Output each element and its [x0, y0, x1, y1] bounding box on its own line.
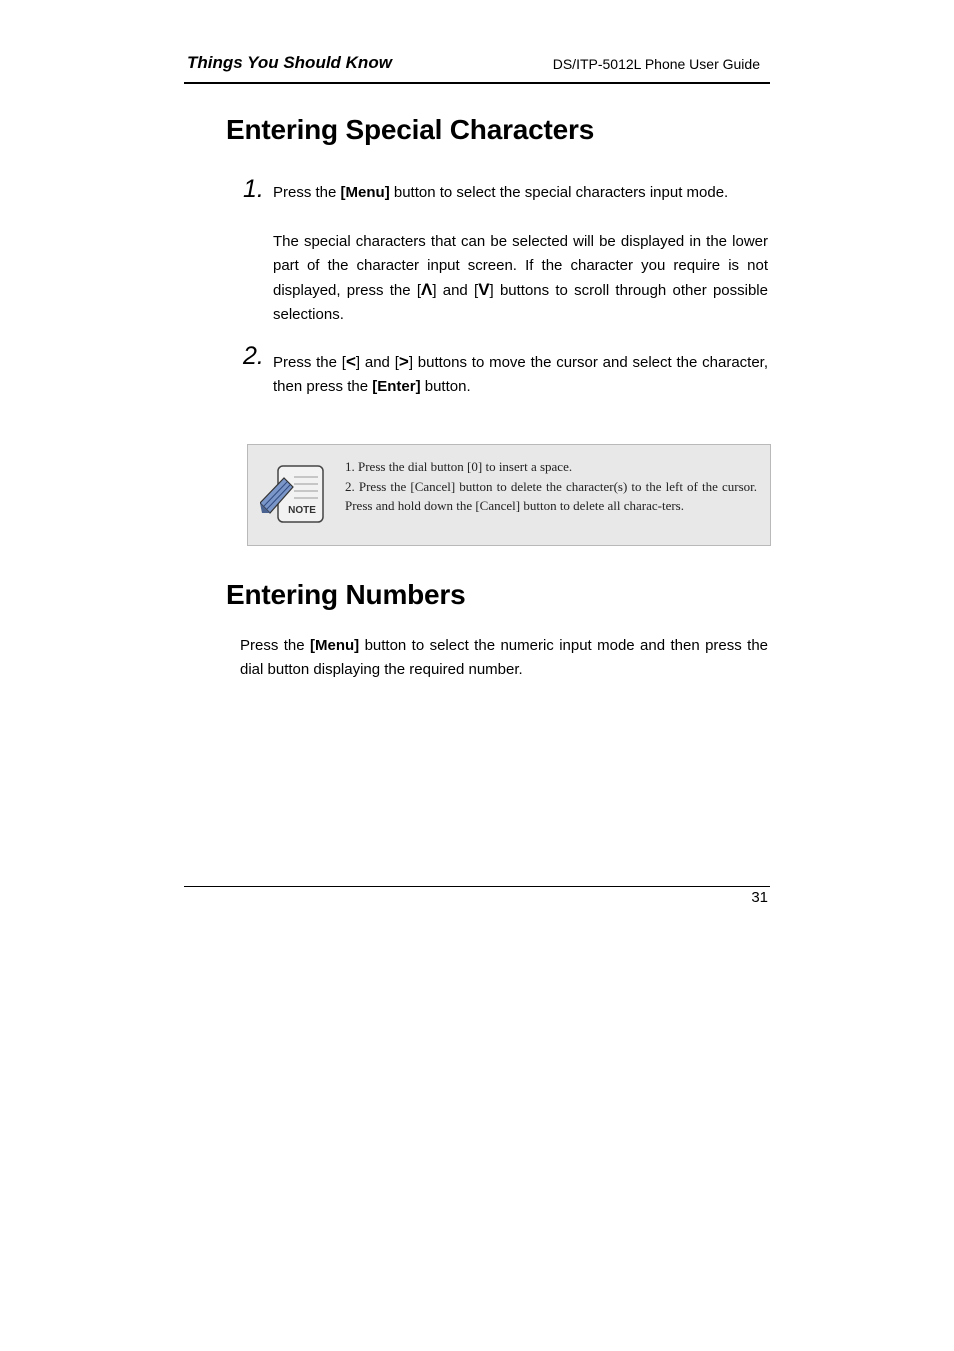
step1-detail-paragraph: The special characters that can be selected will be displayed in the lower part of the character input screen. If the character you require is not displayed, press the [Λ] and [V] buttons to scroll through other possible selections.	[273, 233, 768, 323]
heading-special-characters: Entering Special Characters	[226, 114, 595, 145]
left-arrow-glyph: <	[345, 352, 356, 371]
step2-paragraph: Press the [<] and [>] buttons to move the cursor and select the character, then press the [Enter] button.	[273, 352, 769, 395]
header-rule	[184, 82, 770, 84]
header-section-title: Things You Should Know	[187, 53, 392, 72]
note-text	[345, 457, 757, 516]
numbers-paragraph: Press the [Menu] button to select the numeric input mode and then press the dial button displaying the required number.	[240, 637, 769, 678]
up-arrow-glyph: Λ	[420, 280, 433, 299]
footer-rule	[184, 886, 770, 887]
heading-entering-numbers: Entering Numbers	[226, 579, 466, 610]
note-line-2: 2. Press the [Cancel] button to delete the character(s) to the left of the cursor. Press and hold down the [Cancel] button to delete all charac-ters.	[345, 478, 757, 513]
right-arrow-glyph: >	[398, 352, 409, 371]
note-icon	[260, 465, 328, 527]
svg-text:NOTE: NOTE	[288, 505, 316, 516]
note-line-1: 1. Press the dial button [0] to insert a space.	[345, 459, 573, 474]
header-guide-title: DS/ITP-5012L Phone User Guide	[552, 56, 760, 72]
note-box	[247, 444, 771, 546]
step-number-1: 1.	[243, 175, 264, 203]
step-number-2: 2.	[243, 342, 264, 370]
page-number: 31	[751, 889, 768, 906]
step1-paragraph: Press the [Menu] button to select the special characters input mode.	[273, 184, 729, 201]
down-arrow-glyph: V	[478, 280, 490, 299]
